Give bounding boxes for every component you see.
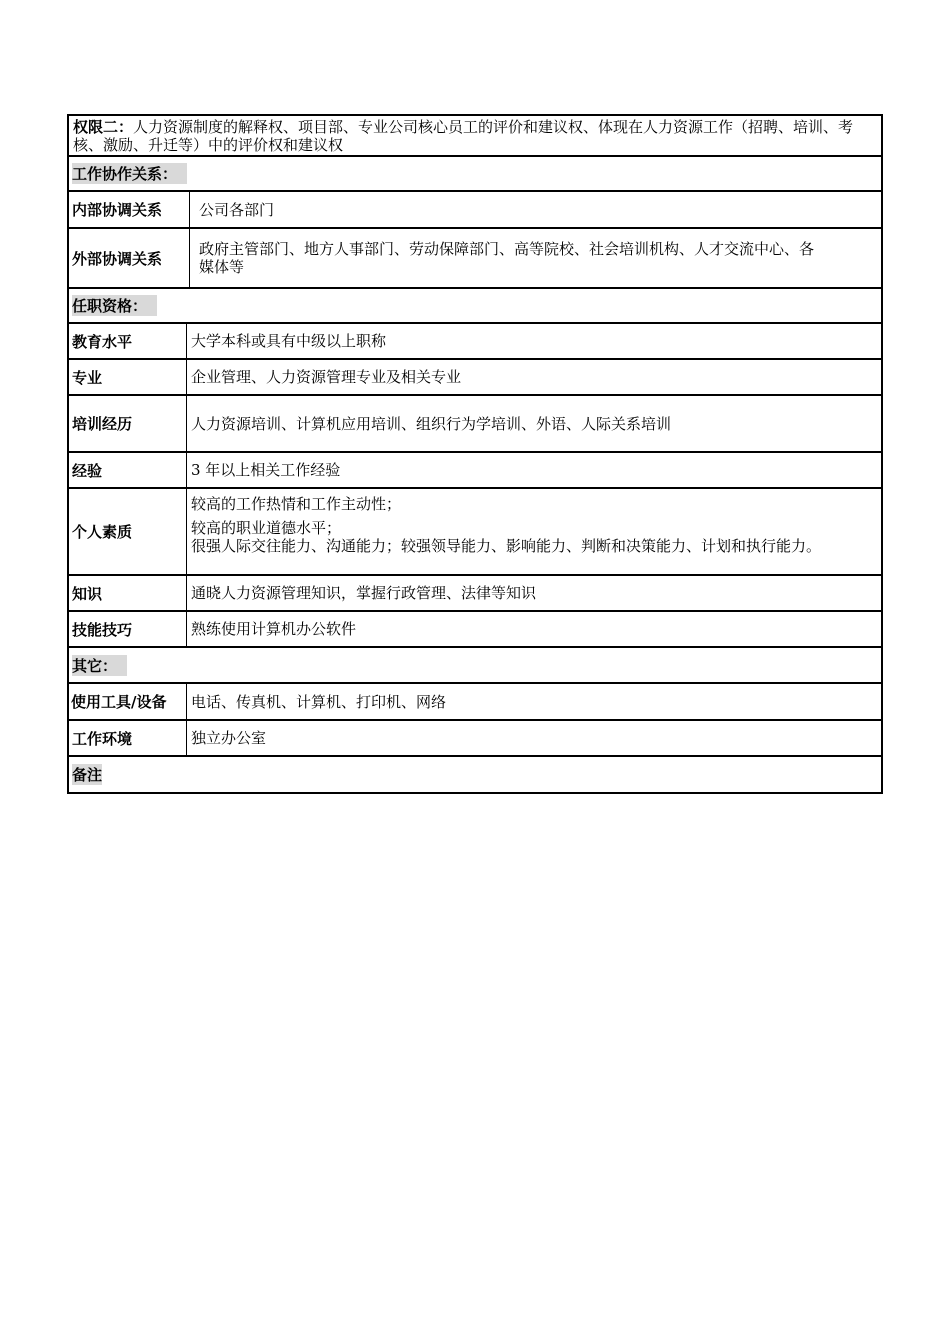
internal-coordination-label: 内部协调关系	[69, 192, 190, 227]
skills-value: 熟练使用计算机办公软件	[191, 620, 357, 638]
skills-label: 技能技巧	[69, 612, 187, 646]
authority-text: 人力资源制度的解释权、项目部、专业公司核心员工的评价和建议权、体现在人力资源工作（招聘、培训、考核、激励、升迁等）中的评价权和建议权	[73, 118, 854, 154]
major-row	[67, 360, 883, 396]
personal-quality-line: 较高的职业道德水平；	[191, 519, 342, 537]
training-row	[67, 396, 883, 453]
external-coordination-value	[190, 229, 881, 287]
personal-quality-line: 很强人际交往能力、沟通能力；较强领导能力、影响能力、判断和决策能力、计划和执行能力。	[191, 537, 822, 555]
authority-row	[67, 114, 883, 157]
external-coordination-line: 政府主管部门、地方人事部门、劳动保障部门、高等院校、社会培训机构、人才交流中心、各	[199, 240, 815, 258]
remarks-row	[67, 757, 883, 794]
knowledge-row	[67, 576, 883, 612]
tools-value: 电话、传真机、计算机、打印机、网络	[191, 692, 447, 711]
training-label: 培训经历	[69, 396, 187, 451]
personal-quality-label: 个人素质	[69, 489, 187, 574]
personal-quality-line: 较高的工作热情和工作主动性；	[191, 495, 402, 513]
other-section-title: 其它：	[72, 655, 127, 676]
tools-row	[67, 684, 883, 721]
authority-label: 权限二：	[73, 118, 134, 136]
major-label: 专业	[69, 360, 187, 394]
other-section-header	[67, 648, 883, 684]
training-value: 人力资源培训、计算机应用培训、组织行为学培训、外语、人际关系培训	[191, 414, 672, 433]
education-value: 大学本科或具有中级以上职称	[191, 332, 387, 350]
external-coordination-label: 外部协调关系	[69, 229, 190, 287]
remarks-title: 备注	[72, 766, 103, 784]
education-label: 教育水平	[69, 324, 187, 358]
knowledge-label: 知识	[69, 576, 187, 610]
experience-row	[67, 453, 883, 489]
tools-label: 使用工具/设备	[69, 684, 187, 719]
education-row	[67, 324, 883, 360]
internal-coordination-value: 公司各部门	[199, 200, 275, 219]
experience-label: 经验	[69, 453, 187, 487]
collaboration-section-title: 工作协作关系：	[72, 163, 187, 184]
job-description-table	[67, 114, 883, 794]
personal-quality-row	[67, 489, 883, 576]
environment-row	[67, 721, 883, 757]
knowledge-value: 通晓人力资源管理知识，掌握行政管理、法律等知识	[191, 584, 537, 602]
internal-coordination-row	[67, 192, 883, 229]
qualifications-section-header	[67, 289, 883, 324]
major-value: 企业管理、人力资源管理专业及相关专业	[191, 368, 462, 386]
experience-value: 3 年以上相关工作经验	[191, 461, 341, 479]
environment-value: 独立办公室	[191, 729, 267, 747]
external-coordination-line: 媒体等	[199, 258, 245, 276]
skills-row	[67, 612, 883, 648]
external-coordination-row	[67, 229, 883, 289]
personal-quality-value	[187, 489, 881, 574]
environment-label: 工作环境	[69, 721, 187, 755]
qualifications-section-title: 任职资格：	[72, 295, 157, 316]
collaboration-section-header	[67, 157, 883, 192]
